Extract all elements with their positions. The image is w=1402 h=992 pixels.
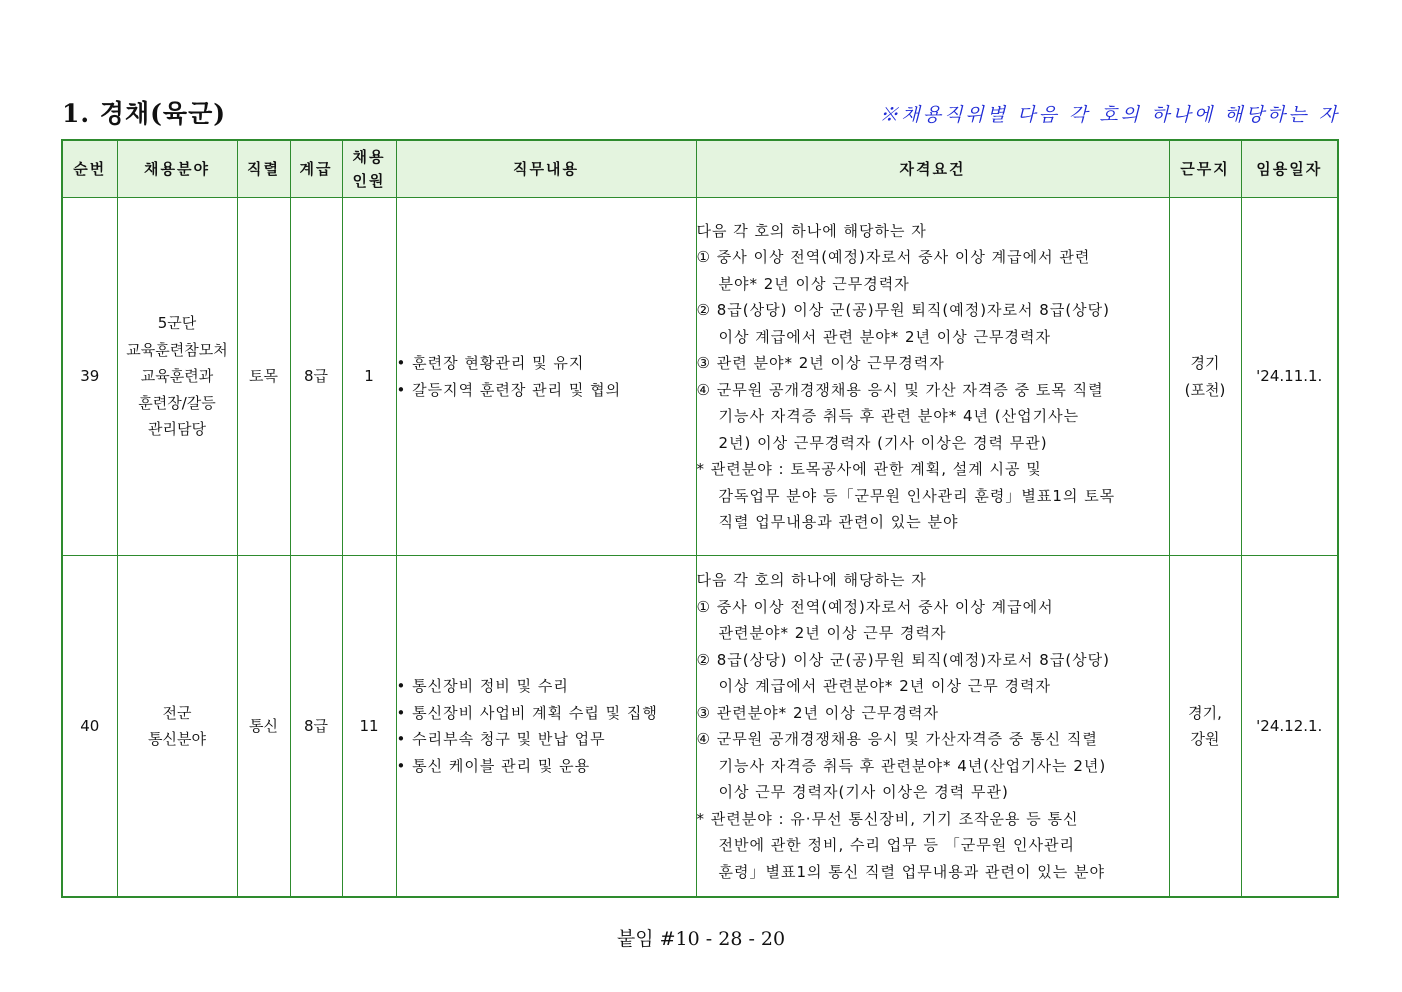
duty-item: • 수리부속 청구 및 반납 업무 — [397, 726, 696, 753]
header-duties: 직무내용 — [396, 140, 696, 198]
cell-grade: 8급 — [290, 198, 342, 556]
location-line: 경기, — [1188, 703, 1222, 722]
page-footer: 붙임 #10 - 28 - 20 — [616, 928, 786, 950]
field-line: 통신분야 — [148, 730, 206, 748]
qual-line: * 관련분야 : 토목공사에 관한 계획, 설계 시공 및 — [696, 460, 1042, 478]
field-line: 교육훈련참모처 — [126, 340, 228, 359]
qual-line: ① 중사 이상 전역(예정)자로서 중사 이상 계급에서 관련 — [696, 248, 1091, 266]
duty-item: • 통신장비 사업비 계획 수립 및 집행 — [397, 700, 696, 727]
cell-field — [117, 556, 237, 898]
header-quals: 자격요건 — [696, 140, 1169, 198]
cell-field — [117, 198, 237, 556]
cell-quals — [696, 198, 1169, 556]
header-count-line2: 인원 — [352, 172, 386, 190]
qual-line: 2년) 이상 근무경력자 (기사 이상은 경력 무관) — [718, 433, 1048, 452]
qual-line: ④ 군무원 공개경쟁채용 응시 및 가산 자격증 중 토목 직렬 — [696, 380, 1104, 399]
qual-line: 전반에 관한 정비, 수리 업무 등 「군무원 인사관리 — [718, 836, 1075, 854]
cell-seq: 39 — [62, 198, 117, 556]
cell-duties — [396, 556, 696, 898]
field-line: 5군단 — [157, 314, 197, 333]
header-location: 근무지 — [1169, 140, 1241, 198]
duty-item: • 갈등지역 훈련장 관리 및 협의 — [397, 377, 696, 404]
cell-appointment: '24.11.1. — [1241, 198, 1338, 556]
qual-line: 이상 근무 경력자(기사 이상은 경력 무관) — [718, 783, 1009, 801]
qual-line: ③ 관련분야* 2년 이상 근무경력자 — [696, 703, 939, 722]
qual-line: ① 중사 이상 전역(예정)자로서 중사 이상 계급에서 — [696, 597, 1054, 616]
duty-item: • 통신 케이블 관리 및 운용 — [397, 753, 696, 780]
location-line: (포천) — [1184, 380, 1226, 399]
cell-location — [1169, 556, 1241, 898]
qual-line: ② 8급(상당) 이상 군(공)무원 퇴직(예정)자로서 8급(상당) — [696, 650, 1111, 669]
recruitment-table — [61, 139, 1339, 898]
cell-location — [1169, 198, 1241, 556]
qual-line: 기능사 자격증 취득 후 관련분야* 4년(산업기사는 2년) — [718, 756, 1107, 775]
header-count — [342, 140, 396, 198]
field-line: 전군 — [162, 703, 192, 722]
qual-line: 다음 각 호의 하나에 해당하는 자 — [696, 571, 927, 589]
cell-count: 1 — [342, 198, 396, 556]
field-line: 교육훈련과 — [140, 367, 214, 386]
duty-item: • 통신장비 정비 및 수리 — [397, 673, 696, 700]
qual-line: 이상 계급에서 관련 분야* 2년 이상 근무경력자 — [718, 327, 1051, 346]
header-series: 직렬 — [237, 140, 290, 198]
qual-line: ④ 군무원 공개경쟁채용 응시 및 가산자격증 중 통신 직렬 — [696, 730, 1098, 748]
page-title: 1. 경채(육군) — [62, 99, 227, 128]
cell-quals — [696, 556, 1169, 898]
qual-line: 이상 계급에서 관련분야* 2년 이상 근무 경력자 — [718, 677, 1051, 695]
cell-grade: 8급 — [290, 556, 342, 898]
header-count-line1: 채용 — [352, 148, 386, 166]
qual-line: 직렬 업무내용과 관련이 있는 분야 — [718, 513, 959, 531]
location-line: 경기 — [1190, 354, 1220, 372]
field-line: 훈련장/갈등 — [138, 393, 216, 412]
qual-line: ③ 관련 분야* 2년 이상 근무경력자 — [696, 354, 945, 372]
cell-seq: 40 — [62, 556, 117, 898]
header-grade: 계급 — [290, 140, 342, 198]
qual-line: 기능사 자격증 취득 후 관련 분야* 4년 (산업기사는 — [718, 407, 1080, 425]
qual-line: 감독업무 분야 등「군무원 인사관리 훈령」별표1의 토목 — [718, 486, 1116, 505]
qual-line: 다음 각 호의 하나에 해당하는 자 — [696, 221, 927, 240]
qual-line: 관련분야* 2년 이상 근무 경력자 — [718, 624, 947, 642]
cell-appointment: '24.12.1. — [1241, 556, 1338, 898]
qual-line: * 관련분야 : 유·무선 통신장비, 기기 조작운용 등 통신 — [696, 809, 1079, 828]
page-note: ※채용직위별 다음 각 호의 하나에 해당하는 자 — [879, 104, 1340, 126]
qual-line: ② 8급(상당) 이상 군(공)무원 퇴직(예정)자로서 8급(상당) — [696, 301, 1111, 319]
table-row — [62, 198, 1338, 556]
header-field: 채용분야 — [117, 140, 237, 198]
header-appointment: 임용일자 — [1241, 140, 1338, 198]
duty-item: • 훈련장 현황관리 및 유지 — [397, 350, 696, 377]
cell-duties — [396, 198, 696, 556]
qual-line: 훈령」별표1의 통신 직렬 업무내용과 관련이 있는 분야 — [718, 862, 1105, 881]
cell-series: 토목 — [237, 198, 290, 556]
location-line: 강원 — [1190, 730, 1220, 748]
table-row — [62, 556, 1338, 898]
qual-line: 분야* 2년 이상 근무경력자 — [718, 274, 910, 293]
cell-series: 통신 — [237, 556, 290, 898]
cell-count: 11 — [342, 556, 396, 898]
table-header-row — [62, 140, 1338, 198]
field-line: 관리담당 — [148, 420, 206, 439]
header-seq: 순번 — [62, 140, 117, 198]
